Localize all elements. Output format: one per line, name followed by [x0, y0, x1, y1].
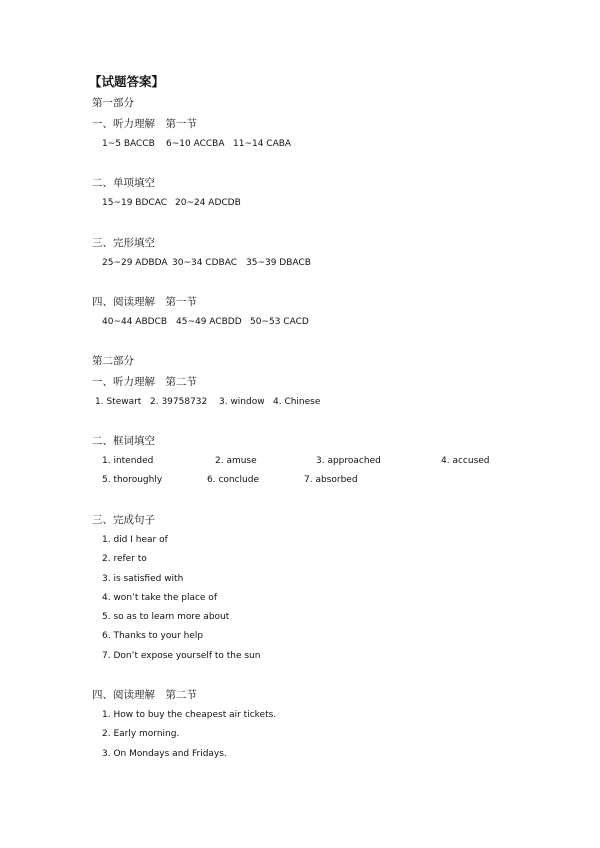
part2-sentence-answer: 7. Don’t expose yourself to the sun [102, 651, 261, 661]
part2-listening-answer: 3. window [219, 397, 265, 407]
part1-heading: 第一部分 [92, 97, 134, 109]
part1-section-1-title: 一、听力理解 第一节 [92, 118, 197, 130]
part2-vocab-answer: 7. absorbed [304, 475, 358, 485]
page-title: 【试题答案】 [89, 74, 165, 89]
part2-listening-answer: 4. Chinese [273, 397, 321, 407]
part2-sentence-answer: 4. won’t take the place of [102, 593, 217, 603]
part1-section-2-answer: 20~24 ADCDB [175, 198, 241, 208]
part1-section-4-answer: 50~53 CACD [250, 317, 309, 327]
part1-section-2-title: 二、单项填空 [92, 177, 155, 189]
part1-section-2-answer: 15~19 BDCAC [102, 198, 167, 208]
part1-section-1-answer: 11~14 CABA [233, 139, 292, 149]
part2-reading-answer: 3. On Mondays and Fridays. [102, 749, 227, 759]
part1-section-3-answer: 25~29 ADBDA [102, 258, 168, 268]
part1-section-4-answer: 40~44 ABDCB [102, 317, 168, 327]
part2-sentence-answer: 5. so as to learn more about [102, 612, 230, 622]
part2-vocab-answer: 3. approached [316, 456, 381, 466]
part2-sentence-answer: 3. is satisfied with [102, 574, 184, 584]
part2-listening-answer: 2. 39758732 [150, 397, 208, 407]
part2-listening-title: 一、听力理解 第二节 [92, 376, 197, 388]
part1-section-1-answer: 6~10 ACCBA [166, 139, 225, 149]
part2-vocab-answer: 2. amuse [215, 456, 257, 466]
part1-section-3-title: 三、完形填空 [92, 237, 155, 249]
part2-sentence-answer: 2. refer to [102, 554, 147, 564]
part1-section-4-answer: 45~49 ACBDD [176, 317, 242, 327]
part1-section-3-answer: 35~39 DBACB [246, 258, 311, 268]
part1-section-4-title: 四、阅读理解 第一节 [92, 296, 197, 308]
part2-sentence-answer: 1. did I hear of [102, 535, 168, 545]
part2-sentences-title: 三、完成句子 [92, 514, 155, 526]
part2-vocab-title: 二、框词填空 [92, 435, 155, 447]
part2-vocab-answer: 6. conclude [207, 475, 260, 485]
part2-sentence-answer: 6. Thanks to your help [102, 631, 204, 641]
part2-listening-answer: 1. Stewart [95, 397, 142, 407]
part2-vocab-answer: 4. accused [441, 456, 490, 466]
part1-section-3-answer: 30~34 CDBAC [172, 258, 237, 268]
part2-vocab-answer: 1. intended [102, 456, 154, 466]
part2-reading-title: 四、阅读理解 第二节 [92, 689, 197, 701]
part2-reading-answer: 1. How to buy the cheapest air tickets. [102, 710, 277, 720]
part2-heading: 第二部分 [92, 355, 134, 367]
part2-vocab-answer: 5. thoroughly [102, 475, 163, 485]
part1-section-1-answer: 1~5 BACCB [102, 139, 155, 149]
part2-reading-answer: 2. Early morning. [102, 729, 180, 739]
